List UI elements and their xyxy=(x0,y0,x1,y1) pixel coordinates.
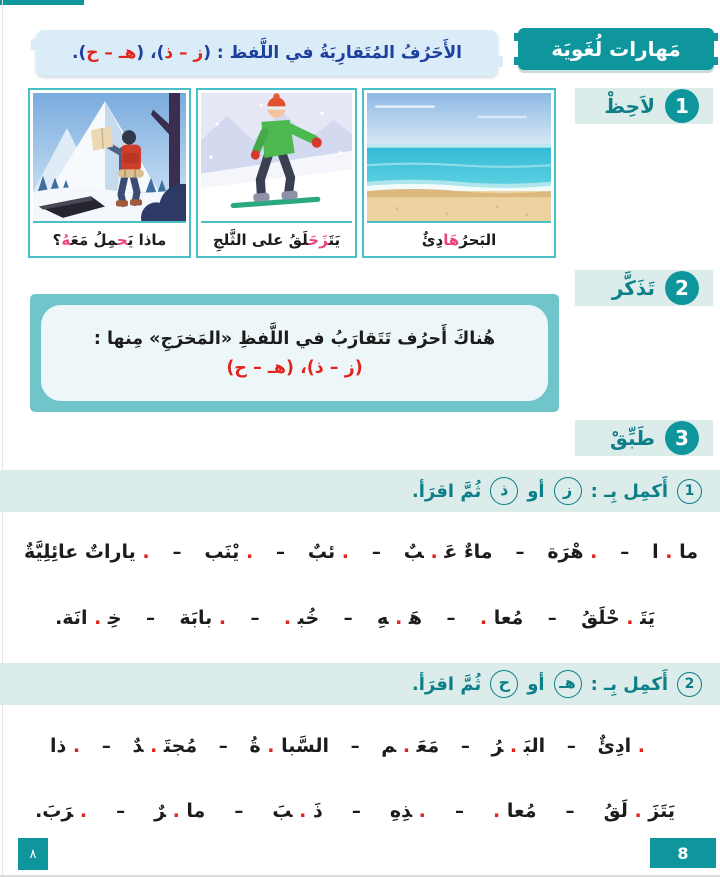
exercise-word[interactable] xyxy=(154,800,205,822)
separator-dash: – xyxy=(250,607,260,629)
text-segment: ‍زَحَ‍ xyxy=(308,230,329,249)
exercise-word[interactable] xyxy=(284,607,319,629)
word-part: ‍م xyxy=(381,735,397,757)
text-segment: يَتَ‍ xyxy=(328,230,341,249)
text-segment: ‍هُ xyxy=(61,230,71,249)
blank-dot: . xyxy=(583,541,598,563)
section-label: لاَحِظْ xyxy=(604,94,655,118)
separator-dash: – xyxy=(343,607,353,629)
word-part: بابَة xyxy=(179,607,213,629)
word-part: خُب‍ xyxy=(297,607,320,629)
exercise-word[interactable] xyxy=(652,541,698,563)
blank-dot: . xyxy=(260,735,282,757)
separator-dash: – xyxy=(565,800,575,822)
snowboarder-illustration xyxy=(201,93,352,221)
word-part: هْرَة xyxy=(547,541,584,563)
separator-dash: – xyxy=(218,735,228,757)
word-part: ‍رٌ xyxy=(154,800,166,822)
exercise-word[interactable] xyxy=(491,735,545,757)
separator-dash: – xyxy=(276,541,286,563)
blank-dot: . xyxy=(631,735,645,757)
rule-text: هُناكَ أَحرُف تَتَقارَبُ في اللَّفظِ «المَخرَجِ» مِنها : xyxy=(93,328,496,349)
exercise-word[interactable] xyxy=(381,735,439,757)
blank-dot: . xyxy=(388,607,409,629)
separator-dash: – xyxy=(620,541,630,563)
exercise1-number: 1 xyxy=(677,479,702,504)
word-part: . xyxy=(35,800,43,822)
word-part: ما xyxy=(186,800,206,822)
exercise-word[interactable] xyxy=(50,735,80,757)
word-part: انَة xyxy=(62,607,88,629)
letter-option-thal[interactable]: ذ xyxy=(490,477,518,505)
word-part: ا xyxy=(652,541,659,563)
word-part: السَّبا xyxy=(281,735,329,757)
word-part: مُعا xyxy=(493,607,524,629)
beach-illustration xyxy=(367,93,551,221)
separator-dash: – xyxy=(371,541,381,563)
letter-option-zay[interactable]: ز xyxy=(554,477,582,505)
word-part: ياراتٌ عائِلِيَّةٌ xyxy=(24,541,136,563)
word-part: ئبٌ xyxy=(307,541,336,563)
separator-dash: – xyxy=(446,607,456,629)
blank-dot: . xyxy=(135,541,150,563)
exercise-word[interactable] xyxy=(480,607,523,629)
word-part: ذَ xyxy=(313,800,323,822)
skills-badge: مَهارات لُغَويَة xyxy=(518,28,714,70)
exercise-word[interactable] xyxy=(390,800,426,822)
blank-dot: . xyxy=(396,735,417,757)
exercise1-row-2 xyxy=(0,592,720,644)
word-part: يَتَ‍ xyxy=(640,607,655,629)
exercise-word[interactable] xyxy=(377,607,422,629)
word-part: يَتَزَ xyxy=(648,800,675,822)
exercise-word[interactable] xyxy=(604,800,675,822)
card-caption xyxy=(33,221,186,254)
section-label: تَذَكَّر xyxy=(611,276,655,300)
text-segment: )، ( xyxy=(136,43,165,63)
exercise-word[interactable] xyxy=(35,800,87,822)
word-part: ‍بَ xyxy=(272,800,293,822)
text-segment: الأَحَرُفُ المُتَقارِبَةُ في اللَّفظ : ( xyxy=(203,43,462,63)
word-part: ماءٌ عَ‍ xyxy=(444,541,493,563)
word-part: ‍ذِهِ xyxy=(389,800,413,822)
exercise2-header xyxy=(0,663,720,705)
separator-dash: – xyxy=(172,541,182,563)
word-part: البَ‍ xyxy=(523,735,546,757)
card-snowboarder xyxy=(196,88,357,258)
exercise-word[interactable] xyxy=(547,541,597,563)
word-part: مُعا xyxy=(506,800,537,822)
text-segment: هـ – ح xyxy=(86,43,137,63)
text-segment: ؟ xyxy=(52,230,62,249)
lesson-title xyxy=(36,30,498,76)
corner-accent-bar xyxy=(0,0,84,5)
blank-dot: . xyxy=(627,800,649,822)
text-segment: ماذا يَ‍ xyxy=(127,230,167,249)
blank-dot: . xyxy=(412,800,426,822)
exercise1-prompt-end: ثُمَّ اقرَأ. xyxy=(411,480,482,502)
card-beach xyxy=(362,88,556,258)
word-part: لَقُ xyxy=(603,800,628,822)
or-label: أو xyxy=(527,480,545,502)
blank-dot: . xyxy=(239,541,254,563)
exercise-word[interactable] xyxy=(581,607,655,629)
blank-dot: . xyxy=(479,607,494,629)
word-part: ذا xyxy=(50,735,67,757)
exercise-word[interactable] xyxy=(179,607,226,629)
blank-dot: . xyxy=(283,607,298,629)
exercise-word[interactable] xyxy=(249,735,329,757)
word-part: ‍رُ xyxy=(491,735,504,757)
separator-dash: – xyxy=(351,800,361,822)
card-hiker xyxy=(28,88,191,258)
text-segment: ز – ذ xyxy=(164,43,204,63)
word-part: ‍بٌ xyxy=(403,541,424,563)
exercise-word[interactable] xyxy=(132,735,197,757)
section-number-badge: 1 xyxy=(665,89,699,123)
exercise-word[interactable] xyxy=(404,541,493,563)
separator-dash: – xyxy=(547,607,557,629)
section-label: طَبِّقْ xyxy=(609,426,655,450)
blank-dot: . xyxy=(335,541,350,563)
word-part: ةُ xyxy=(249,735,261,757)
exercise2-row-2 xyxy=(0,785,720,837)
rule-box xyxy=(30,294,559,412)
word-part: . xyxy=(55,607,63,629)
word-part: حْلَقُ xyxy=(581,607,620,629)
exercise-word[interactable] xyxy=(24,541,150,563)
exercise-word[interactable] xyxy=(597,735,645,757)
word-part: ‍دٌ xyxy=(132,735,144,757)
blank-dot: . xyxy=(143,735,164,757)
word-part: ‍هِ xyxy=(376,607,389,629)
page-number-arabic: ٨ xyxy=(18,838,48,870)
word-part: ادِئٌ xyxy=(597,735,632,757)
blank-dot: . xyxy=(73,800,88,822)
or-label: أو xyxy=(527,673,545,695)
word-part: يْنَب xyxy=(204,541,240,563)
rule-box-inner xyxy=(41,305,548,401)
blank-dot: . xyxy=(503,735,524,757)
text-segment: ‍ح‍ xyxy=(116,230,128,249)
section-observe xyxy=(575,88,713,124)
separator-dash: – xyxy=(145,607,155,629)
blank-dot: . xyxy=(658,541,680,563)
page-number: 8 xyxy=(650,838,716,868)
word-part: ما xyxy=(679,541,698,563)
blank-dot: . xyxy=(87,607,108,629)
separator-dash: – xyxy=(116,800,126,822)
blank-dot: . xyxy=(493,800,507,822)
text-segment: البَحرُ xyxy=(459,230,497,249)
blank-dot: . xyxy=(165,800,187,822)
exercise-word[interactable] xyxy=(204,541,253,563)
text-segment: دِئٌ xyxy=(421,230,444,249)
separator-dash: – xyxy=(454,800,464,822)
word-part: مُجتَ‍ xyxy=(163,735,198,757)
letter-option-heh[interactable]: هـ xyxy=(554,670,582,698)
card-caption xyxy=(201,221,352,254)
word-part: ‍رَبَ xyxy=(42,800,74,822)
word-part: هَ‍ xyxy=(408,607,423,629)
exercise1-header xyxy=(0,470,720,512)
text-segment: ‍مِلُ مَعَ‍ xyxy=(70,230,117,249)
text-segment: ). xyxy=(72,43,87,63)
exercise2-row-1 xyxy=(0,720,720,772)
exercise-word[interactable] xyxy=(55,607,122,629)
hiker-illustration xyxy=(33,93,186,221)
separator-dash: – xyxy=(234,800,244,822)
blank-dot: . xyxy=(66,735,81,757)
section-remember xyxy=(575,270,713,306)
separator-dash: – xyxy=(566,735,576,757)
separator-dash: – xyxy=(460,735,470,757)
blank-dot: . xyxy=(292,800,313,822)
card-caption xyxy=(367,221,551,254)
letter-option-hah[interactable]: ح xyxy=(490,670,518,698)
text-segment: ‍لَقُ على الثَّلجِ xyxy=(212,230,309,249)
exercise1-row-1 xyxy=(0,526,720,578)
blank-dot: . xyxy=(619,607,641,629)
section-apply xyxy=(575,420,713,456)
blank-dot: . xyxy=(423,541,445,563)
separator-dash: – xyxy=(515,541,525,563)
section-number-badge: 2 xyxy=(665,271,699,305)
word-part: مَعَ‍ xyxy=(416,735,440,757)
exercise2-number: 2 xyxy=(677,672,702,697)
text-segment: هَا xyxy=(443,230,460,249)
separator-dash: – xyxy=(101,735,111,757)
exercise-word[interactable] xyxy=(493,800,536,822)
word-part: خِ‍ xyxy=(107,607,122,629)
exercise2-prompt: أَكمِل بِـ : xyxy=(590,673,668,695)
exercise-word[interactable] xyxy=(308,541,349,563)
rule-letter-pairs: (ز – ذ)، (هـ – ح) xyxy=(226,357,363,378)
section-number-badge: 3 xyxy=(665,421,699,455)
exercise1-prompt: أَكمِل بِـ : xyxy=(590,480,668,502)
exercise2-prompt-end: ثُمَّ اقرَأ. xyxy=(411,673,482,695)
blank-dot: . xyxy=(212,607,227,629)
exercise-word[interactable] xyxy=(272,800,322,822)
separator-dash: – xyxy=(350,735,360,757)
